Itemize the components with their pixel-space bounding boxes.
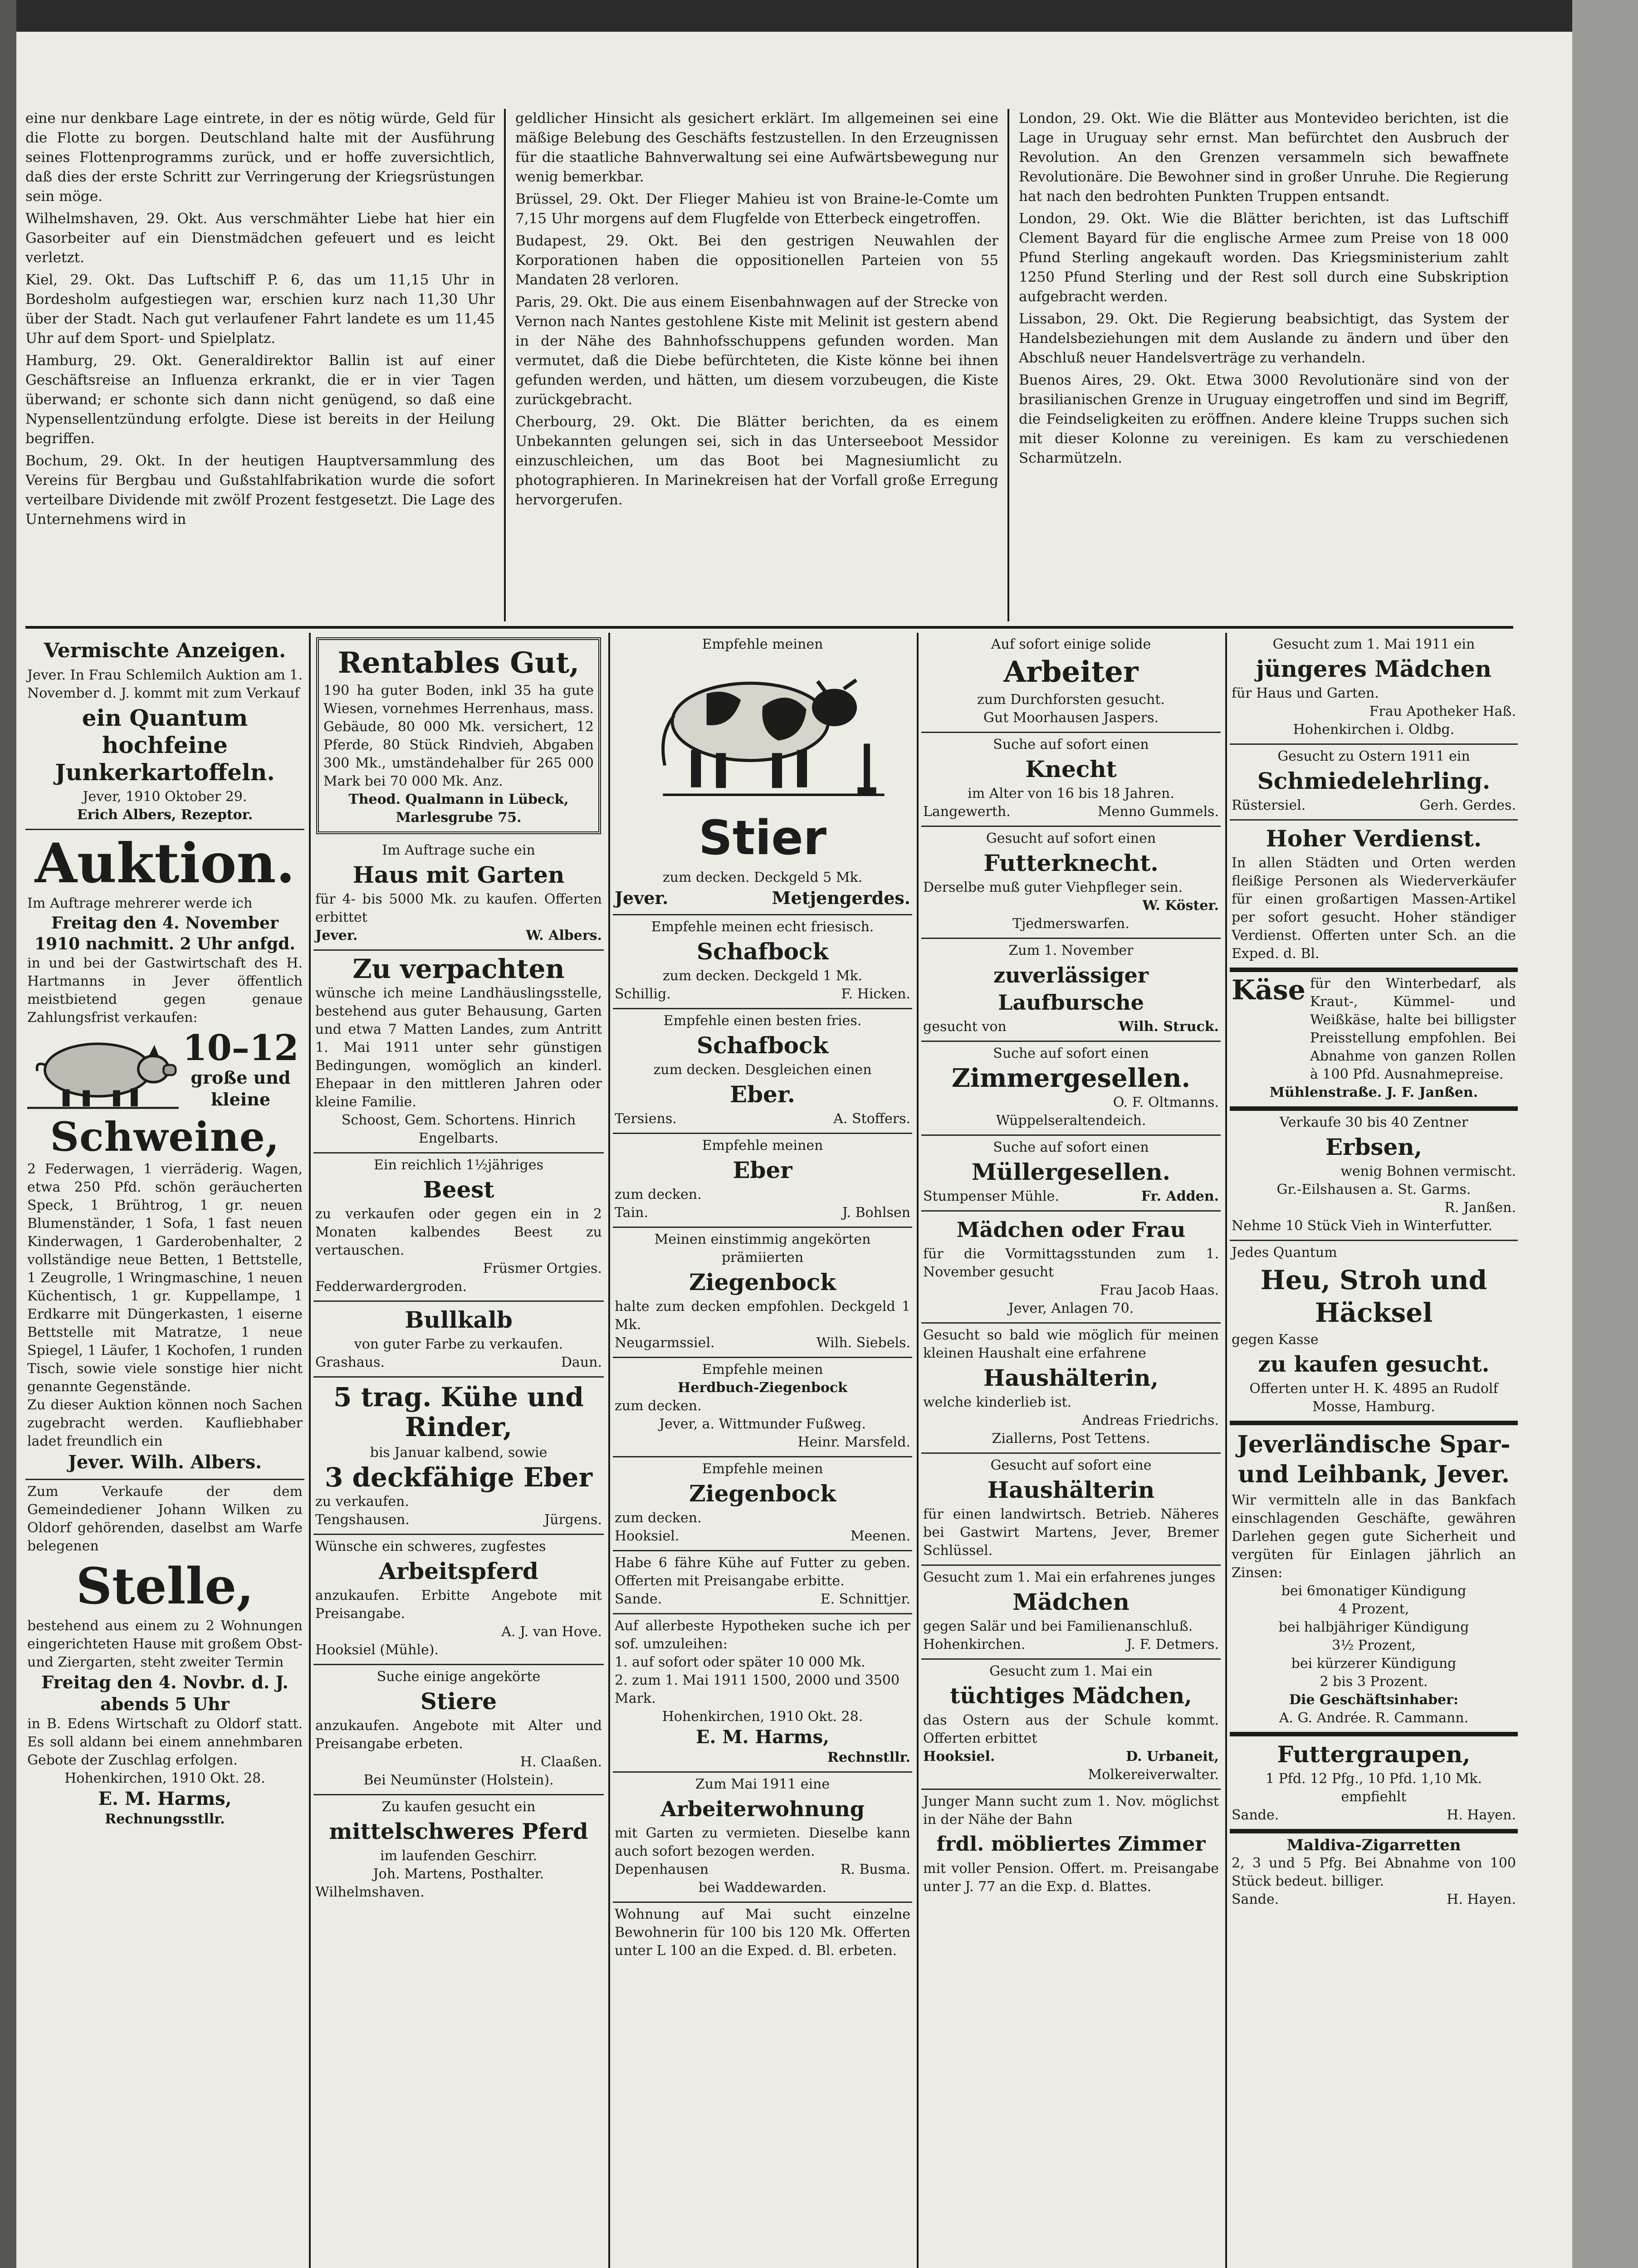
ad-text: Gesucht so bald wie möglich für meinen kleinen Haushalt eine erfahrene	[923, 1327, 1219, 1361]
ad-place: Jever, a. Wittmunder Fußweg.	[659, 1416, 866, 1432]
ad-text: Wohnung auf Mai sucht einzelne Bewohnerin für 100 bis 120 Mk. Offerten unter L 100 an die Exped. d. Bl. erbeten.	[615, 1906, 910, 1959]
ad-place: Neugarmssiel.	[615, 1335, 715, 1351]
ad-text: zum decken. Deckgeld 5 Mk.	[662, 870, 863, 885]
ad-signature: H. Claaßen.	[520, 1754, 602, 1770]
ad-zimmergesellen	[921, 1042, 1221, 1136]
ad-title: Ziegenbock	[689, 1269, 836, 1295]
ad-place: Tjedmerswarfen.	[1012, 916, 1129, 932]
ad-title: Herdbuch-Ziegenbock	[678, 1380, 847, 1396]
ad-text: Zum 1. November	[1008, 943, 1134, 958]
ad-text: mit voller Pension. Offert. m. Preisangabe unter J. 77 an die Exp. d. Blattes.	[923, 1861, 1219, 1895]
ad-place: Hohenkirchen, 1910 Okt. 28.	[64, 1770, 265, 1786]
ad-text: Gesucht zum 1. Mai ein	[989, 1663, 1153, 1679]
ad-title: Knecht	[1025, 756, 1117, 782]
ad-signature: Jever. Wilh. Albers.	[68, 1452, 262, 1473]
ad-title: Zimmergesellen.	[951, 1063, 1191, 1093]
ad-text: Wünsche ein schweres, zugfestes	[315, 1539, 546, 1554]
ad-signature: O. F. Oltmanns.	[1113, 1095, 1219, 1110]
ad-list-value: 3½ Prozent,	[1332, 1637, 1416, 1653]
ad-text: anzukaufen. Angebote mit Alter und Preisangabe erbeten.	[315, 1718, 602, 1752]
ad-title: zuverlässiger Laufbursche	[993, 963, 1149, 1015]
ad-title: Beest	[423, 1176, 494, 1203]
ad-hoher-verdienst	[1230, 821, 1518, 972]
ad-signature: A. Stoffers.	[833, 1111, 910, 1127]
ads-column-3	[613, 633, 912, 2268]
ad-signature: Mühlenstraße. J. F. Janßen.	[1269, 1085, 1478, 1100]
ad-text: In allen Städten und Orten werden fleißige Personen als Wiederverkäufer für einen großartigen Massen-Artikel per sofort gesucht. Hoher ständiger Verdienst. Offerten unter Sch. an die Exped. d. Bl.	[1232, 855, 1516, 962]
ad-text: große und kleine	[191, 1067, 291, 1110]
ad-tuechtiges-maedchen	[921, 1660, 1221, 1790]
ad-hypotheken	[613, 1614, 912, 1773]
ad-text: anzukaufen. Erbitte Angebote mit Preisangabe.	[315, 1588, 602, 1622]
ad-title: Haushälterin	[987, 1476, 1155, 1503]
ad-text: Empfehle meinen echt friesisch.	[651, 919, 874, 935]
ad-haus-mit-garten	[313, 839, 604, 951]
ad-signature: Wilh. Struck.	[1118, 1019, 1219, 1035]
ad-text: Suche einige angekörte	[376, 1669, 541, 1685]
ad-text: für Haus und Garten.	[1232, 685, 1379, 701]
news-item: Lissabon, 29. Okt. Die Regierung beabsichtigt, das System der Handelsbeziehungen mit dem Auslande zu ändern und über den Abschluß neuer Handelsverträge zu verhandeln.	[1019, 311, 1509, 366]
ad-list-item: bei 6monatiger Kündigung	[1281, 1583, 1467, 1599]
ad-place: Langewerth.	[923, 804, 1011, 820]
ad-text: in und bei der Gastwirtschaft des H. Hartmanns in Jever öffentlich meistbietend gegen genaue Zahlungsfrist verkaufen:	[27, 955, 303, 1026]
ad-text: für 4- bis 5000 Mk. zu kaufen. Offerten erbittet	[315, 891, 602, 925]
ad-title: Eber.	[729, 1081, 796, 1108]
ad-text: das Ostern aus der Schule kommt. Offerten erbittet	[923, 1712, 1219, 1746]
ad-signature: Molkereiverwalter.	[1088, 1767, 1219, 1783]
ad-title: Erbsen,	[1325, 1134, 1423, 1160]
news-item: Bochum, 29. Okt. In der heutigen Hauptversammlung des Vereins für Bergbau und Gußstahlfabrikation wurde die sofort verteilbare Dividende mit zwölf Prozent festgesetzt. Die Lage des Unternehmens wird in	[25, 453, 495, 528]
ad-text: Empfehle meinen	[702, 636, 823, 652]
ad-signature: Menno Gummels.	[1097, 804, 1219, 820]
ad-text: Zum Mai 1911 eine	[695, 1776, 830, 1792]
ad-text: Zum Verkaufe der dem Gemeindediener Johann Wilken zu Oldorf gehörenden, daselbst am Warfe belegenen	[27, 1484, 303, 1554]
ad-text: Gesucht auf sofort eine	[990, 1457, 1152, 1473]
ad-title: Schafbock	[696, 938, 829, 965]
ad-schmiedelehrling	[1230, 745, 1518, 821]
ad-signature: Joh. Martens, Posthalter.	[373, 1866, 544, 1882]
ad-schafbock-2	[613, 1009, 912, 1134]
ad-heu-stroh	[1230, 1241, 1518, 1425]
ad-text: Im Auftrage mehrerer werde ich	[27, 895, 253, 911]
pig-illustration-icon	[27, 1027, 179, 1113]
ad-text: mit Garten zu vermieten. Dieselbe kann auch sofort bezogen werden.	[615, 1825, 910, 1859]
ad-title: Müllergesellen.	[971, 1158, 1171, 1185]
news-column-2	[515, 109, 998, 621]
ad-text: zum decken. Deckgeld 1 Mk.	[662, 968, 863, 984]
ad-place: Gr.-Eilshausen a. St. Garms.	[1276, 1182, 1471, 1198]
ad-signature: F. Hicken.	[841, 986, 910, 1002]
ad-place: Ziallerns, Post Tettens.	[992, 1431, 1150, 1447]
ad-maedchen-oder-frau	[921, 1212, 1221, 1324]
ad-text: Offerten unter H. K. 4895 an Rudolf Mosse, Hamburg.	[1249, 1381, 1498, 1415]
ad-laufbursche	[921, 939, 1221, 1042]
ad-signature: H. Hayen.	[1447, 1892, 1516, 1907]
ad-signature: W. Köster.	[1142, 898, 1219, 914]
ad-text: zum decken.	[615, 1187, 702, 1202]
ad-futterknecht	[921, 827, 1221, 939]
ad-text: für die Vormittagsstunden zum 1. November gesucht	[923, 1246, 1219, 1280]
ad-title: Zu verpachten	[352, 953, 565, 984]
ad-text: Gesucht zum 1. Mai 1911 ein	[1272, 636, 1475, 652]
ad-text: Meinen einstimmig angekörten prämiierten	[654, 1232, 871, 1266]
ad-title: Haus mit Garten	[352, 861, 565, 888]
ad-auktion	[25, 830, 304, 1480]
ad-signature: Gerh. Gerdes.	[1419, 797, 1516, 813]
ad-text: Ein reichlich 1½jähriges	[374, 1157, 543, 1173]
ad-wohnung-gesucht	[613, 1903, 912, 1965]
ad-title: 3 deckfähige Eber	[324, 1462, 593, 1493]
column-rule	[1225, 633, 1227, 2268]
ad-place: Sande.	[1232, 1892, 1279, 1907]
ad-signature: A. J. van Hove.	[501, 1624, 602, 1640]
ad-signature: W. Albers.	[526, 928, 602, 943]
ad-list-value: 4 Prozent,	[1338, 1601, 1409, 1617]
ad-bullkalb	[313, 1302, 604, 1378]
ad-signature: Theod. Qualmann in Lübeck, Marlesgrube 75.	[348, 792, 569, 826]
ad-text: Empfehle meinen	[702, 1461, 823, 1477]
ad-text: gegen Salär und bei Familienanschluß.	[923, 1618, 1193, 1634]
ad-eber	[613, 1134, 912, 1228]
news-item: Kiel, 29. Okt. Das Luftschiff P. 6, das um 11,15 Uhr in Bordesholm aufgestiegen war, erschien kurz nach 11,30 Uhr über der Stadt. Nach gut verlaufener Fahrt landete es um 11,45 Uhr auf dem Sport- und Spielplatz.	[25, 272, 495, 347]
ad-erbsen	[1230, 1111, 1518, 1241]
ad-list-value: 2 bis 3 Prozent.	[1320, 1674, 1428, 1690]
news-item: geldlicher Hinsicht als gesichert erklärt. Im allgemeinen sei eine mäßige Belebung des Geschäfts festzustellen. In den Erzeugnissen für die staatliche Bahnverwaltung sei eine Aufwärtsbewegung nur wenig bemerkbar.	[515, 110, 998, 185]
news-item: Buenos Aires, 29. Okt. Etwa 3000 Revolutionäre sind von der brasilianischen Grenze in Uruguay eingetroffen und sind im Begriff, die Feindseligkeiten zu eröffnen. Andere kleine Trupps suchen sich mit dieser Kolonne zu vereinigen. Es kam zu verschiedenen Scharmützeln.	[1019, 372, 1509, 466]
ad-signature: E. M. Harms,	[695, 1726, 830, 1748]
ad-title: ein Quantum hochfeine Junkerkartoffeln.	[55, 704, 275, 786]
ad-text: im Alter von 16 bis 18 Jahren.	[968, 786, 1174, 802]
ad-stelle	[25, 1480, 304, 1833]
ad-text: Auf sofort einige solide	[991, 636, 1151, 652]
bull-illustration-icon	[630, 656, 896, 806]
ad-signature: Andreas Friedrichs.	[1082, 1413, 1219, 1428]
ad-text: Verkaufe 30 bis 40 Zentner	[1279, 1114, 1468, 1130]
ad-signature: Frau Apotheker Haß.	[1369, 704, 1516, 719]
ad-item-list: 2 Federwagen, 1 vierräderig. Wagen, etwa 250 Pfd. schön geräucherten Speck, 1 Brühtrog, 1 gr. neuen Blumenständer, 1 Sofa, 1 fast neuen Kinderwagen, 1 Garderobenhalter, 2 vollständige neue Betten, 1 Bettstelle, 1 Zeugrolle, 1 Wringmaschine, 1 neuen Küchentisch, 1 gr. Kuppellampe, 1 Erdkarre mit Düngerkasten, 1 eiserne Bettstelle mit Matratze, 1 neue Spiegel, 1 Läufer, 1 Kochofen, 1 runden Tisch, sowie viele sonstige hier nicht genannte Gegenstände.	[27, 1161, 303, 1395]
ad-text: Nehme 10 Stück Vieh in Winterfutter.	[1232, 1218, 1493, 1234]
ad-date: Freitag den 4. Novbr. d. J. abends 5 Uhr	[41, 1672, 288, 1714]
ad-place: Jever, 1910 Oktober 29.	[83, 789, 247, 805]
ad-beest	[313, 1154, 604, 1302]
ad-mittelschweres-pferd	[313, 1795, 604, 1906]
ad-text: wenig Bohnen vermischt.	[1340, 1163, 1516, 1179]
ad-list-item: 2. zum 1. Mai 1911 1500, 2000 und 3500 Mark.	[615, 1672, 900, 1706]
ad-place: Sande.	[615, 1591, 662, 1607]
ad-text: Empfehle meinen	[702, 1138, 823, 1154]
pig-row	[27, 1027, 303, 1113]
ad-place: Stumpenser Mühle.	[923, 1188, 1059, 1204]
ad-title: Haushälterin,	[983, 1364, 1159, 1391]
news-item: Hamburg, 29. Okt. Generaldirektor Ballin ist auf einer Geschäftsreise an Influenza erkrankt, die er in vier Tagen überwand; er schonte sich dann nicht genügend, so daß eine Nypensellentzündung erfolgte. Diese ist bereits in der Heilung begriffen.	[25, 352, 495, 447]
ads-column-5	[1230, 633, 1518, 2268]
ads-column-1	[25, 633, 304, 2268]
ad-title: 5 trag. Kühe und Rinder,	[333, 1382, 584, 1442]
ad-signature: Frau Jacob Haas.	[1100, 1282, 1219, 1298]
ad-text: gesucht von	[923, 1019, 1007, 1035]
ad-text: zu verkaufen oder gegen ein in 2 Monaten kalbendes Beest zu vertauschen.	[315, 1206, 602, 1258]
ad-place: Tersiens.	[615, 1111, 677, 1127]
news-item: London, 29. Okt. Wie die Blätter aus Montevideo berichten, ist die Lage in Uruguay sehr ernst. Man befürchtet den Ausbruch der Revolution. An den Grenzen versammeln sich bewaffnete Revolutionäre. Die Bewohner sind in großer Unruhe. Die Regierung hat nach den bedrohten Punkten Truppen entsandt.	[1019, 110, 1509, 205]
ad-title: Schmiedelehrling.	[1257, 767, 1491, 794]
news-column-3	[1019, 109, 1509, 621]
ad-text: Junger Mann sucht zum 1. Nov. möglichst in der Nähe der Bahn	[923, 1794, 1219, 1828]
ad-text: zum decken. Desgleichen einen	[653, 1062, 872, 1078]
ad-signature: H. Hayen.	[1447, 1807, 1516, 1823]
ad-signature: J. F. Detmers.	[1126, 1637, 1219, 1652]
ad-title: Arbeitspferd	[379, 1558, 538, 1584]
ad-text: im laufenden Geschirr.	[380, 1848, 538, 1864]
section-heading: Vermischte Anzeigen.	[44, 639, 286, 662]
column-rule	[608, 633, 610, 2268]
ad-place: Bei Neumünster (Holstein).	[363, 1772, 554, 1788]
ad-text: Suche auf sofort einen	[993, 737, 1149, 753]
ad-place: Depenhausen	[615, 1862, 709, 1877]
ad-title: Arbeiter	[1003, 655, 1139, 689]
ads-column-2	[313, 633, 604, 2268]
ad-text: Jedes Quantum	[1232, 1245, 1337, 1261]
ad-text: Im Auftrage suche ein	[382, 842, 535, 858]
news-item: Paris, 29. Okt. Die aus einem Eisenbahnwagen auf der Strecke von Vernon nach Nantes gestohlene Kiste mit Melinit ist gestern abend in der Nähe des Bahnhofsschuppens gefunden worden. Man vermutet, daß die Diebe befürchteten, die Kiste könne bei ihnen gefunden werden, und hätten, um diesem vorzubeugen, die Kiste zurückgebracht.	[515, 294, 998, 408]
ad-signature: Gut Moorhausen Jaspers.	[983, 710, 1159, 726]
ad-signature: Die Geschäftsinhaber:	[1289, 1692, 1459, 1708]
ad-haushaelterin-2	[921, 1454, 1221, 1566]
newspaper-page	[16, 32, 1572, 2268]
ad-text: von guter Farbe zu verkaufen.	[354, 1336, 563, 1352]
ad-place: Jever.	[615, 888, 669, 908]
ad-title: Arbeiterwohnung	[660, 1797, 865, 1821]
ad-arbeiterwohnung	[613, 1773, 912, 1903]
ad-kuehe-futter	[613, 1551, 912, 1614]
news-item: Wilhelmshaven, 29. Okt. Aus verschmähter Liebe hat hier ein Gasorbeiter auf ein Dienstmädchen gefeuert und es leicht verletzt.	[25, 210, 495, 266]
ad-place: Wüppelseraltendeich.	[996, 1113, 1146, 1129]
ad-text: bis Januar kalbend, sowie	[370, 1445, 548, 1461]
ad-signature: R. Janßen.	[1444, 1200, 1516, 1216]
ad-title: Maldiva-Zigarretten	[1286, 1836, 1461, 1854]
ad-kaese	[1230, 972, 1518, 1111]
ad-signature: Schoost, Gem. Schortens. Hinrich Engelbarts.	[341, 1112, 576, 1146]
ad-text: welche kinderlieb ist.	[923, 1394, 1072, 1410]
ad-title: zu kaufen gesucht.	[1258, 1352, 1490, 1377]
ad-signature: Daun.	[561, 1354, 602, 1370]
ad-text: Zu dieser Auktion können noch Sachen zugebracht werden. Kaufliebhaber ladet freundlich ein	[27, 1397, 303, 1449]
column-rule	[309, 633, 311, 2268]
ad-stier	[613, 633, 912, 915]
ad-title: Bullkalb	[405, 1306, 513, 1333]
news-item: London, 29. Okt. Wie die Blätter berichten, ist das Luftschiff Clement Bayard für die englische Armee zum Preise von 18 000 Pfund Sterling angekauft worden. Das Kriegsministerium zahlt 1250 Pfund Sterling und der Rest soll durch eine Subskription aufgebracht werden.	[1019, 210, 1509, 305]
ad-text: für den Winterbedarf, als Kraut-, Kümmel- und Weißkäse, halte bei billigster Preisstellung empfohlen. Bei Abnahme von ganzen Rollen à 100 Pfd. Ausnahmepreise.	[1310, 976, 1516, 1082]
scan-left-edge	[0, 0, 16, 2268]
ad-title: Schafbock	[696, 1032, 829, 1059]
ad-haushaelterin-1	[921, 1324, 1221, 1454]
ad-text: zum Durchforsten gesucht.	[977, 692, 1165, 708]
ad-text: in B. Edens Wirtschaft zu Oldorf statt. Es soll aldann bei einem annehmbaren Gebote der Zuschlag erfolgen.	[27, 1716, 303, 1768]
ad-text: 1 Pfd. 12 Pfg., 10 Pfd. 1,10 Mk. empfiehlt	[1265, 1771, 1482, 1805]
ad-text: Empfehle einen besten fries.	[663, 1013, 862, 1029]
ad-text: Suche auf sofort einen	[993, 1139, 1149, 1155]
ad-text: zum decken.	[615, 1510, 702, 1526]
ad-place: Jever, Anlagen 70.	[1008, 1300, 1134, 1316]
ad-schafbock-1	[613, 915, 912, 1009]
ad-zu-verpachten	[313, 951, 604, 1154]
ad-signature: R. Busma.	[840, 1862, 910, 1877]
ad-text: Gesucht auf sofort einen	[986, 831, 1156, 846]
news-item: Brüssel, 29. Okt. Der Flieger Mahieu ist von Braine-le-Comte um 7,15 Uhr morgens auf dem Flugfelde von Etterbeck eingetroffen.	[515, 191, 998, 227]
news-item: eine nur denkbare Lage eintrete, in der es nötig würde, Geld für die Flotte zu borgen. Deutschland halte mit der Ausführung seines Flottenprogramms zurück, und er hoffe zuversichtlich, daß dies der erste Schritt zur Verringerung der Kriegsrüstungen sein möge.	[25, 110, 495, 205]
ad-junkerkartoffeln	[25, 633, 304, 830]
ad-place: Sande.	[1232, 1807, 1279, 1823]
ad-title: mittelschweres Pferd	[329, 1819, 588, 1844]
ads-column-4	[921, 633, 1221, 2268]
ad-list-item: 1. auf sofort oder später 10 000 Mk.	[615, 1654, 865, 1670]
news-column-1	[25, 109, 495, 621]
pig-count: 10–12	[182, 1027, 299, 1069]
ad-text: Gesucht zum 1. Mai ein erfahrenes junges	[923, 1569, 1216, 1585]
ad-place: Hooksiel.	[923, 1749, 995, 1765]
ad-text: gegen Kasse	[1232, 1332, 1319, 1348]
ad-place: Rüstersiel.	[1232, 797, 1306, 813]
ad-text: Auf allerbeste Hypotheken suche ich per sof. umzuleihen:	[615, 1618, 910, 1652]
ad-place: Wilhelmshaven.	[315, 1884, 425, 1900]
ad-stiere	[313, 1665, 604, 1795]
ad-text: Wir vermitteln alle in das Bankfach einschlagenden Geschäfte, gewähren Darlehen gegen gute Sicherheit und vergüten für Einlagen jährlich an Zinsen:	[1232, 1492, 1516, 1581]
ad-list-item: bei halbjähriger Kündigung	[1278, 1619, 1469, 1635]
ad-title: Eber	[733, 1157, 792, 1183]
ad-rentables-gut	[316, 637, 601, 834]
scan-right-edge	[1572, 0, 1638, 2268]
news-item: Cherbourg, 29. Okt. Die Blätter berichten, da es einem Unbekannten gelungen sei, sich in das Unterseeboot Messidor einzuschleichen, um das Boot bei Magnesiumlicht zu photographieren. In Marinekreisen hat der Vorfall große Erregung hervorgerufen.	[515, 414, 998, 508]
news-item: Budapest, 29. Okt. Bei den gestrigen Neuwahlen der Korporationen haben die oppositionellen Parteien von 55 Mandaten 28 verloren.	[515, 233, 998, 288]
ad-text: Suche auf sofort einen	[993, 1046, 1149, 1061]
ad-title: Stiere	[420, 1688, 497, 1715]
ad-place: Schillig.	[615, 986, 671, 1002]
ad-maldiva-zigarretten	[1230, 1833, 1518, 1913]
ad-text: wünsche ich meine Landhäuslingsstelle, bestehend aus guter Behausung, Garten und etwa 7 Matten Landes, zum Antritt 1. Mai 1911 unter sehr günstigen Bedingungen, womöglich an kinderl. Ehepaar in den mittleren Jahren oder kleine Familie.	[315, 985, 602, 1110]
ad-signature: D. Urbaneit,	[1126, 1749, 1219, 1765]
ad-text: halte zum decken empfohlen. Deckgeld 1 Mk.	[615, 1299, 910, 1333]
ad-title: Mädchen oder Frau	[956, 1217, 1186, 1242]
ad-text: Jever. In Frau Schlemilch Auktion am 1. November d. J. kommt mit zum Verkauf	[27, 667, 303, 701]
ad-text: bestehend aus einem zu 2 Wohnungen eingerichteten Hause mit großem Obst- und Ziergarten, steht zweiter Termin	[27, 1618, 303, 1670]
ad-title: Heu, Stroh und Häcksel	[1260, 1265, 1487, 1328]
ad-title: Stelle,	[76, 1557, 254, 1615]
ad-arbeitspferd	[313, 1535, 604, 1665]
column-rule	[504, 109, 506, 621]
ad-date: Freitag den 4. November 1910 nachmitt. 2 Uhr anfgd.	[34, 914, 295, 953]
ad-signature: E. Schnittjer.	[820, 1591, 910, 1607]
ad-place: Grashaus.	[315, 1354, 385, 1370]
ad-signature: E. M. Harms,	[98, 1788, 232, 1809]
ad-title: Ziegenbock	[689, 1480, 836, 1507]
ad-title: Stier	[698, 810, 827, 865]
ad-ziegenbock-2	[613, 1457, 912, 1551]
ad-signature: Rechnstllr.	[827, 1750, 910, 1765]
ad-place: Tengshausen.	[315, 1512, 410, 1528]
ad-list-item: bei kürzerer Kündigung	[1291, 1656, 1457, 1672]
ad-signature: Heinr. Marsfeld.	[797, 1434, 910, 1450]
ad-title: Futtergraupen,	[1277, 1741, 1471, 1768]
ad-kuehe-und-rinder	[313, 1378, 604, 1535]
ad-signature: Rechnungsstllr.	[105, 1811, 225, 1827]
ad-signature: A. G. Andrée. R. Cammann.	[1279, 1710, 1469, 1726]
ad-text: Gesucht zu Ostern 1911 ein	[1277, 748, 1470, 764]
ad-signature: Jürgens.	[544, 1512, 602, 1528]
ad-text: zu verkaufen.	[315, 1494, 409, 1510]
ad-signature: Wilh. Siebels.	[816, 1335, 910, 1351]
ad-text: 190 ha guter Boden, inkl 35 ha gute Wiesen, vornehmes Herrenhaus, mass. Gebäude, 80 000 Mk. versichert, 12 Pferde, 80 Stück Rindvieh, Abgaben 300 Mk., umständehalber für 265 000 Mark bei 70 000 Mk. Anz.	[323, 683, 594, 789]
ad-text: Habe 6 fähre Kühe auf Futter zu geben. Offerten mit Preisangabe erbitte.	[615, 1555, 910, 1589]
ad-place: Hohenkirchen i. Oldbg.	[1293, 722, 1455, 738]
ad-text: Derselbe muß guter Viehpfleger sein.	[923, 880, 1183, 895]
ad-text: zum decken.	[615, 1398, 702, 1414]
ad-juengeres-maedchen	[1230, 633, 1518, 745]
ad-place: Hooksiel.	[615, 1528, 680, 1544]
ad-place: Tain.	[615, 1205, 649, 1221]
ad-place: Fedderwardergroden.	[315, 1279, 467, 1295]
ad-signature: Meenen.	[850, 1528, 910, 1544]
ad-title: Käse	[1232, 974, 1306, 1006]
ad-place: Hohenkirchen.	[923, 1637, 1026, 1652]
ad-title: frdl. möbliertes Zimmer	[936, 1833, 1206, 1856]
ad-title: Schweine,	[50, 1113, 280, 1160]
ad-text: Empfehle meinen	[702, 1362, 823, 1378]
ad-ziegenbock-1	[613, 1228, 912, 1358]
ad-title: jüngeres Mädchen	[1256, 655, 1491, 682]
ad-text: Zu kaufen gesucht ein	[381, 1799, 536, 1815]
ad-arbeiter	[921, 633, 1221, 733]
ad-title: Hoher Verdienst.	[1266, 825, 1482, 852]
ad-place: Jever.	[315, 928, 358, 943]
section-divider	[25, 626, 1513, 629]
ad-title: Auktion.	[34, 831, 295, 895]
column-rule	[1007, 109, 1009, 621]
ad-place: Hooksiel (Mühle).	[315, 1642, 439, 1658]
ad-muellergesellen	[921, 1136, 1221, 1212]
ad-title: Mädchen	[1012, 1589, 1129, 1615]
ad-spar-und-leihbank	[1230, 1425, 1518, 1736]
ad-place: Hohenkirchen, 1910 Okt. 28.	[662, 1709, 863, 1725]
ad-signature: Fr. Adden.	[1141, 1188, 1219, 1204]
ad-place: bei Waddewarden.	[698, 1880, 827, 1896]
ad-signature: Früsmer Ortgies.	[483, 1261, 602, 1276]
ad-title: Futterknecht.	[983, 850, 1159, 876]
ad-title: tüchtiges Mädchen,	[950, 1683, 1192, 1709]
ad-herdbuch-ziegenbock	[613, 1358, 912, 1457]
ad-futtergraupen	[1230, 1736, 1518, 1833]
ad-text: 2, 3 und 5 Pfg. Bei Abnahme von 100 Stück bedeut. billiger.	[1232, 1855, 1516, 1889]
column-rule	[917, 633, 919, 2268]
ad-maedchen	[921, 1566, 1221, 1660]
ad-moebliertes-zimmer	[921, 1790, 1221, 1901]
ad-knecht	[921, 733, 1221, 827]
ad-signature: Erich Albers, Rezeptor.	[77, 807, 253, 823]
ad-text: für einen landwirtsch. Betrieb. Näheres bei Gastwirt Martens, Jever, Bremer Schlüssel.	[923, 1506, 1219, 1559]
ad-title: Rentables Gut,	[337, 646, 580, 680]
ad-title: Jeverländische Spar- und Leihbank, Jever.	[1237, 1431, 1511, 1488]
ad-signature: Metjengerdes.	[772, 888, 910, 908]
ad-signature: J. Bohlsen	[842, 1205, 910, 1221]
